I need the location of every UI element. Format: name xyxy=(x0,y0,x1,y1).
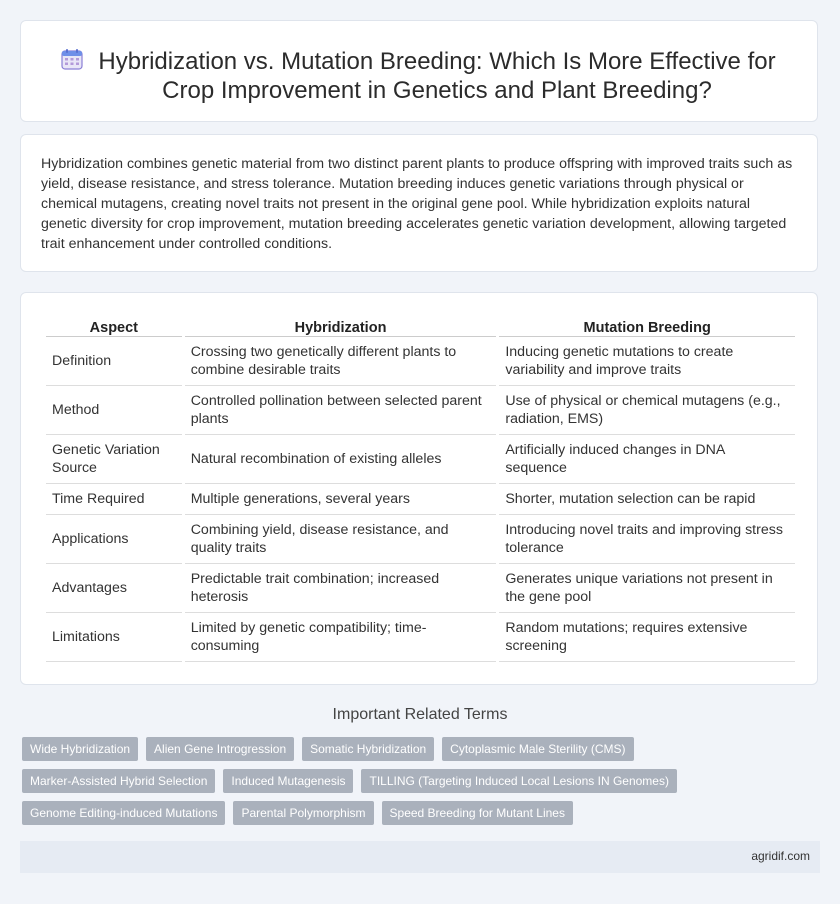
table-row xyxy=(46,337,795,386)
footer xyxy=(20,841,820,873)
table-cell: Controlled pollination between selected parent plants xyxy=(185,386,497,435)
summary-text: Hybridization combines genetic material from two distinct parent plants to produce offspring with improved traits such as yield, disease resistance, and stress tolerance. Mutation breeding induces genetic variations through physical or chemical mutagens, creating novel traits not present in the original gene pool. While hybridization exploits natural genetic diversity for crop improvement, mutation breeding accelerates genetic variation development, allowing targeted trait enhancement under controlled conditions. xyxy=(41,156,793,252)
related-terms-list xyxy=(22,737,702,825)
table-cell: Combining yield, disease resistance, and quality traits xyxy=(185,515,497,564)
table-row xyxy=(46,515,795,564)
table-row xyxy=(46,564,795,613)
related-term-tag[interactable]: Wide Hybridization xyxy=(22,737,138,761)
column-header-mutation-breeding: Mutation Breeding xyxy=(499,317,795,337)
table-cell: Limited by genetic compatibility; time-consuming xyxy=(185,613,497,662)
table-cell: Crossing two genetically different plants to combine desirable traits xyxy=(185,337,497,386)
calendar-icon xyxy=(61,48,83,70)
footer-site[interactable]: agridif.com xyxy=(751,849,810,863)
table-cell: Advantages xyxy=(46,564,182,613)
table-cell: Genetic Variation Source xyxy=(46,435,182,484)
table-cell: Limitations xyxy=(46,613,182,662)
table-cell: Natural recombination of existing alleles xyxy=(185,435,497,484)
comparison-table-card xyxy=(20,292,818,685)
table-cell: Inducing genetic mutations to create variability and improve traits xyxy=(499,337,795,386)
table-cell: Artificially induced changes in DNA sequence xyxy=(499,435,795,484)
table-cell: Shorter, mutation selection can be rapid xyxy=(499,484,795,515)
related-terms-title: Important Related Terms xyxy=(332,706,508,723)
related-term-tag[interactable]: Induced Mutagenesis xyxy=(223,769,353,793)
table-cell: Applications xyxy=(46,515,182,564)
related-term-tag[interactable]: Speed Breeding for Mutant Lines xyxy=(382,801,573,825)
related-term-tag[interactable]: Parental Polymorphism xyxy=(233,801,373,825)
title-card xyxy=(20,20,818,122)
related-term-tag[interactable]: Somatic Hybridization xyxy=(302,737,434,761)
related-term-tag[interactable]: Cytoplasmic Male Sterility (CMS) xyxy=(442,737,633,761)
related-term-tag[interactable]: TILLING (Targeting Induced Local Lesions IN Genomes) xyxy=(361,769,676,793)
table-cell: Method xyxy=(46,386,182,435)
table-cell: Multiple generations, several years xyxy=(185,484,497,515)
table-cell: Random mutations; requires extensive screening xyxy=(499,613,795,662)
column-header-hybridization: Hybridization xyxy=(185,317,497,337)
summary-card xyxy=(20,134,818,272)
table-row xyxy=(46,435,795,484)
table-cell: Definition xyxy=(46,337,182,386)
table-cell: Time Required xyxy=(46,484,182,515)
table-row xyxy=(46,484,795,515)
table-cell: Use of physical or chemical mutagens (e.g., radiation, EMS) xyxy=(499,386,795,435)
related-term-tag[interactable]: Alien Gene Introgression xyxy=(146,737,294,761)
table-row xyxy=(46,613,795,662)
page-title: Hybridization vs. Mutation Breeding: Which Is More Effective for Crop Improvement in Genetics and Plant Breeding? xyxy=(98,48,776,104)
related-term-tag[interactable]: Genome Editing-induced Mutations xyxy=(22,801,225,825)
table-cell: Generates unique variations not present in the gene pool xyxy=(499,564,795,613)
comparison-table xyxy=(43,317,798,662)
table-cell: Predictable trait combination; increased heterosis xyxy=(185,564,497,613)
table-cell: Introducing novel traits and improving stress tolerance xyxy=(499,515,795,564)
table-row xyxy=(46,386,795,435)
related-term-tag[interactable]: Marker-Assisted Hybrid Selection xyxy=(22,769,215,793)
column-header-aspect: Aspect xyxy=(46,317,182,337)
